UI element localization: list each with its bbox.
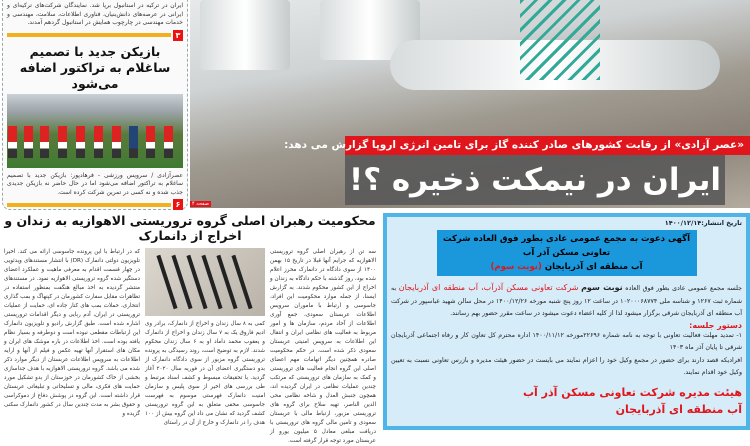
ad-title-line: آگهی دعوت به مجمع عمومی عادی بطور فوق العاده شرکت تعاونی مسکن آذر آب [442,234,691,258]
ad-paragraph: جلسه مجمع عمومی عادی بطور فوق العاده نوبت سوم شرکت تعاونی مسکن آذرآب، آب منطقه ای آذربایجان به شماره ثبت ۱۲۶۷ و شناسه ملی ۱۰۲۰۰۰۶۸۷۷۴ در ساعت ۱۲ روز پنج شنبه مورخه ۱۴۰۰/۱۲/۲۶ در محل سالن شهید عباسپور در شرکت آب منطقه ای آذربایجان شرقی برگزار میشود لذا از کلیه اعضاء دعوت میشود در ساعت مقرر حضور بهم رسانند. [391,283,742,317]
agenda-item: ۱- تمدید مهلت فعالیت تعاونی با توجه به نامه شماره ۲۲۶۹۶مورخه ۱۴۰۰/۱۱/۱۲ اداره محترم کل تعاون کار و رفاه اجتماعی آذربایجان شرقی تا پایان آذر ماه ۱۴۰۳ [391,331,742,351]
divider-bar [7,33,171,37]
sports-intro: ایران در ترکیه در استانبول برپا شد. نمایندگان شرکت‌های ترکیه‌ای و ایرانی در عرصه‌های دانش‌بنیان، فناوری اطلاعات، سلامت، مهندسی و خدمات مهندسی در چارچوب همایش در استانبول گردهم آمدند. [7,2,183,26]
article-column-middle: کمی به ۸ سال زندان و اخراج از دانمارک، برادر وی ادیم فاروق یک به ۷ سال زندان و اخراج از دانمارک و یعقوب محمد داماد او به ۶ سال زندان محکوم شدند. لازم به توضیح است، روند رسیدگی به پرونده تروریستی گروه مزبور از سوی دادگاه دانمارک از بدو دستگیری اعضای آن در فوریه سال ۲۰۲۰ آغاز گردید. با تحقیقات مبسوط و کشف اسناد مرتبط و طی بررسی های اخیر از سوی پلیس و سازمان امنیت دانمارک فهرستی موسوم به فهرست جاسوسی مخفی متعلق به این گروه تروریستی کشف گردید که نشان می داد این گروه بیش از ۱۰۰ هدف را در دانمارک و خارج از آن در راستای [145,321,265,426]
divider [7,30,183,41]
page-number: ۶ [173,199,183,210]
article-headline: محکومیت رهبران اصلی گروه تروریستی الاهوازیه به زندان و اخراج از دانمارک [4,213,376,243]
ad-signature: هیئت مدیره شرکت تعاونی مسکن آذر آب آب منطقه ای آذربایجان [522,385,742,416]
lead-subtitle: «عصر آزادی» از رقابت کشورهای صادر کننده گاز برای تامین انرژی اروپا گزارش می دهد: [345,136,750,155]
ad-title [437,230,697,276]
page-number: ۳ [173,30,183,41]
divider [7,199,183,210]
advertisement-box [383,213,750,430]
sports-body: عصرآزادی / سرویس ورزشی - فرهادپور: بازیکن جدید با تصمیم ساغلام به تراکتور اضافه می‌شود اما در حال حاضر نه بازیکن جدیدی جذب شده و نه کسی در تمرین شرکت کرده است. [7,171,183,196]
sports-box [2,0,188,210]
article-column-right: سه تن از رهبران اصلی گروه تروریستی الاهوازیه که جرایم آنها قبلا در تاریخ ۱۵ بهمن ۱۴۰۰ از سوی دادگاه در دانمارک محرز اعلام شده بود، روز گذشته با حکم دادگاه به زندان و اخراج از این کشور محکوم شدند. به گزارش ایسنا، از جمله موارد محکومیت این افراد، جاسوسی و ارتباط با ماموران سرویس اطلاعات عربستان سعودی، جمع آوری اطلاعات از آحاد مردم، سازمان ها و امور مربوط به فعالیت های نظامی ایران و انتقال این اطلاعات به سرویس امنیتی عربستان سعودی ذکر شده است. در حکم محکومیت صادره همچنین دیگر اتهامات مهم اعضای اصلی این گروه انجام فعالیت های تروریستی و کمک به سازمان های تروریستی که مرتکب چندین عملیات نظامی در ایران گردیده اند، همچون جنبش العدل و شاخه نظامی محی الدین الناصر، تهیه سلاح برای گروه های تروریستی مزبور، ارتباط مالی با عربستان سعودی و تامین مالی گروه های تروریستی با دریافت مبلغی معادل ۵ میلیون یورو از عربستان مورد توجه قرار گرفته است. [270,249,376,444]
ad-note: افرادیکه قصد دارند برای حضور در مجمع وکیل خود را اعزام نمایند می بایست در حضور هیئت مدیره و بازرس تعاونی نسبت به تعیین وکیل خود اقدام نمایند. [391,356,742,376]
divider-bar [7,203,171,207]
sports-headline: بازیکن جدید با تصمیم ساغلام به تراکتور اضافه می‌شود [19,43,171,91]
football-team-photo [7,94,183,168]
publish-date: تاریخ انتشار:۱۴۰۰/۱۲/۱۴ [664,219,742,227]
page-tag: صفحه ۴ [192,201,209,207]
lead-headline: ایران در نیمکت ذخیره ؟! [345,155,725,205]
agenda-label: دستور جلسه: [689,320,742,330]
article-column-left: که در ارتباط با این پرونده جاسوسی ارائه می کند. اخیرا تلویزیون دولتی دانمارک (DR) با انتشار مستندهای ویدئویی در چهار قسمت اقدام به معرفی ماهیت و عملکرد اعضای دستگیر شده گروه تروریستی الاهوازیه نمود. در مستندهای منتشر گردیده به اخذ مبالغ هنگفت بمنظور استفاده در تظاهرات مقابل سفارت کشورمان در کپنهاگ و بمب گذاری انتحاری، حملات بمب های کنار جاده ای، حمایت از عملیات تروریستی در ایران، آدم ربایی و دیگر اقدامات تروریستی اشاره شده است. طبق گزارش رادیو و تلویزیون دانمارک این ارتباطات مقطعی نبوده است و دوطرفه و بسیار نظام یافته بوده است. اخذ اطلاعات در باره موشک های ایران و مکان های استقرار آنها تهیه عکس و فیلم از آنها و ارایه اطلاعات به سرویس اطلاعات عربستان از دیگر موارد ذکر شده می باشد. گروه تروریستی الاهوازیه با هدف جداسازی بخشی از خاک کشورمان در خوزستان از بدو تشکیل مورد حمایت های فکری، مالی و تسلیحاتی و تبلیغاتی عربستان قرار داشته است. این گروه در پوشش دفاع از دموکراسی و حقوق بشر به مدت چندین سال در کشور دانمارک سکنی گزیده و [4,249,140,417]
ad-title-line: آب منطقه ای آذربایجان [544,262,643,272]
ad-title-highlight: (نوبت سوم) [490,262,542,272]
weapons-photo [145,248,265,316]
